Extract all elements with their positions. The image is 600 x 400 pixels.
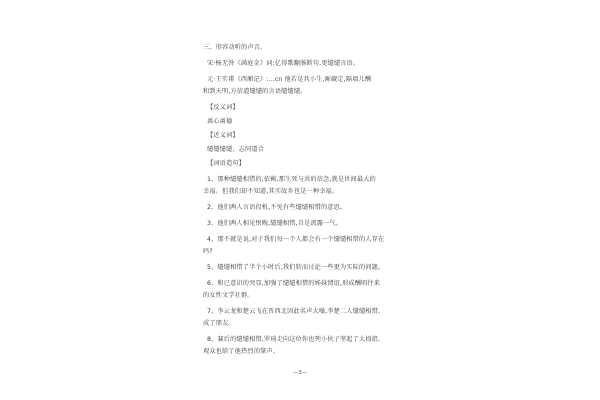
example-line: 8、赛后的缱缱相惜,罗琦走向这位你也列小伙子坚起了大拇指, bbox=[207, 336, 381, 343]
text-line: 宋·杨无咎《满庭金》词:亿得歌翻肠断句,更缱缱言语。 bbox=[207, 60, 360, 67]
example-line: 5、缱缱相惜了半个小时后,我们转而讨论一些更为实际的问题。 bbox=[207, 264, 385, 271]
example-line: 的女性文学社群。 bbox=[203, 292, 254, 299]
text-line: 和到天明,方信道缱缱的言语缱缱缱。 bbox=[203, 88, 307, 95]
example-line: 成了朋友。 bbox=[203, 320, 235, 327]
page-number: —3— bbox=[292, 370, 308, 376]
example-line: 吗? bbox=[203, 248, 213, 255]
antonym-text: 离心离德 bbox=[207, 118, 233, 125]
example-line: 1、那种缱缱相惜的,依赖,那生死与共的信念,就是世间最大的 bbox=[207, 176, 376, 183]
example-line: 2、他们两人言语投机,不免有些缱缱相惜的意思。 bbox=[207, 204, 347, 211]
synonym-heading: 【近义词】 bbox=[207, 132, 239, 139]
example-line: 7、李云龙和楚云飞在晋西北因此名声大噪,李楚二人缱缱相惜, bbox=[207, 308, 381, 315]
section-heading: 三、形容动听的声音。 bbox=[203, 44, 267, 51]
example-line: 幸福。但我们却不知道,其实故乡也是一种幸福。 bbox=[203, 188, 339, 195]
antonym-heading: 【反义词】 bbox=[207, 104, 239, 111]
text-line: 元·王实甫《西厢记》:…cn 他若是共小生,厮觑定,隔墙儿酬 bbox=[207, 76, 372, 83]
example-line: 6、和已意识的突显,加强了缱缱相惜的姊妹情谊,形成酬唱往来 bbox=[207, 280, 381, 287]
example-line: 观众也给了他热烈的掌声。 bbox=[203, 348, 280, 355]
example-heading: 【词语造句】 bbox=[207, 160, 246, 167]
example-line: 4、那不就是说,对于我们每一个人都会有一个缱缱相惜的人存在 bbox=[207, 236, 385, 243]
example-line: 3、他们两人相见恨晚,缱缱相惜,自是流露一气。 bbox=[207, 220, 343, 227]
synonym-text: 缱缱缱缱、志同道合 bbox=[207, 146, 265, 153]
